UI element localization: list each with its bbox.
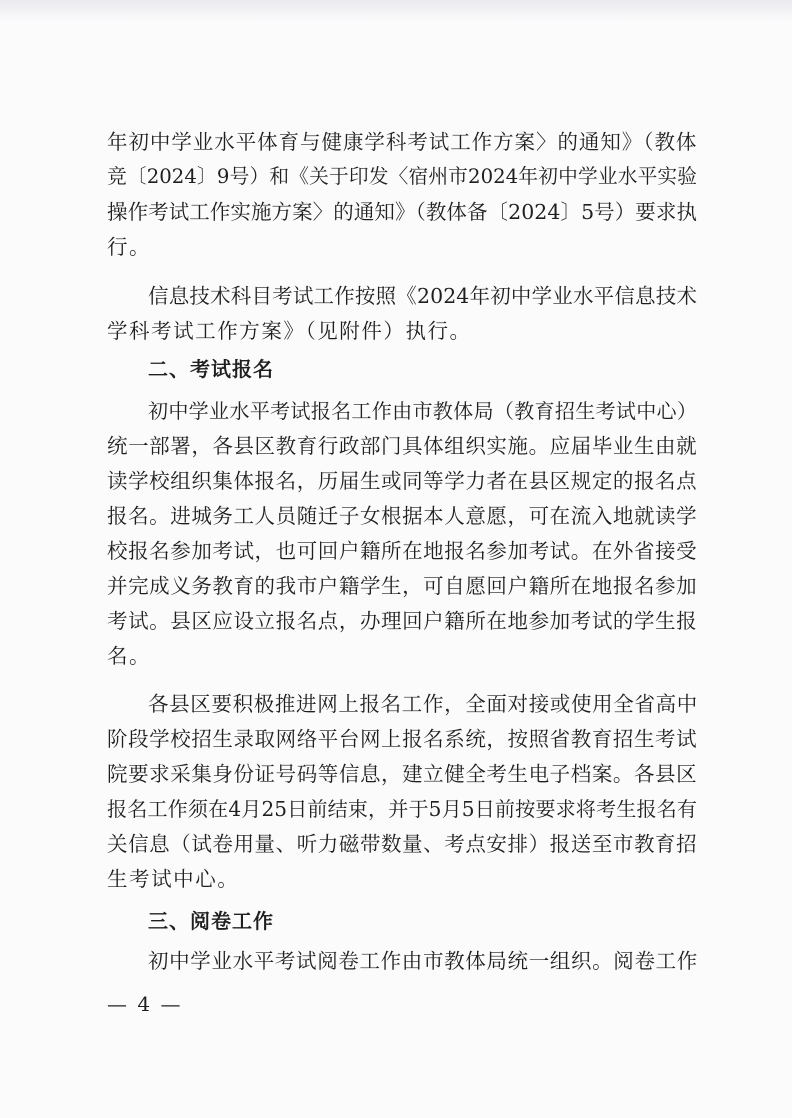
text-line: 竞〔2024〕9号）和《关于印发〈宿州市2024年初中学业水平实验: [107, 165, 697, 188]
text-line: 读学校组织集体报名，历届生或同等学力者在县区规定的报名点: [107, 469, 697, 493]
section-heading-registration: 二、考试报名: [148, 357, 274, 381]
text-line: 报名。进城务工人员随迁子女根据本人意愿，可在流入地就读学: [107, 504, 697, 528]
page-number: — 4 —: [107, 992, 183, 1016]
text-line: 阶段学校招生录取网络平台网上报名系统，按照省教育招生考试: [107, 727, 697, 751]
text-line: 操作考试工作实施方案〉的通知》（教体备〔2024〕5号）要求执: [107, 200, 697, 224]
text-line: 校报名参加考试，也可回户籍所在地报名参加考试。在外省接受: [107, 539, 697, 563]
text-line: 并完成义务教育的我市户籍学生，可自愿回户籍所在地报名参加: [107, 574, 697, 598]
text-line: 初中学业水平考试阅卷工作由市教体局统一组织。阅卷工作: [148, 949, 698, 973]
text-line: 考试。县区应设立报名点，办理回户籍所在地参加考试的学生报: [107, 609, 697, 633]
text-line: 行。: [107, 235, 152, 259]
text-line: 各县区要积极推进网上报名工作，全面对接或使用全省高中: [148, 692, 698, 716]
text-line: 报名工作须在4月25日前结束，并于5月5日前按要求将考生报名有: [107, 797, 697, 821]
text-line: 初中学业水平考试报名工作由市教体局（教育招生考试中心）: [148, 399, 697, 423]
text-line: 统一部署，各县区教育行政部门具体组织实施。应届毕业生由就: [107, 434, 697, 458]
text-line: 信息技术科目考试工作按照《2024年初中学业水平信息技术: [148, 284, 697, 308]
text-line: 关信息（试卷用量、听力磁带数量、考点安排）报送至市教育招: [107, 832, 697, 856]
text-line: 学科考试工作方案》（见附件）执行。: [107, 319, 472, 343]
text-line: 生考试中心。: [107, 867, 240, 891]
text-line: 名。: [107, 644, 152, 668]
text-line: 院要求采集身份证号码等信息，建立健全考生电子档案。各县区: [107, 762, 697, 786]
section-heading-marking: 三、阅卷工作: [148, 909, 274, 933]
text-line: 年初中学业水平体育与健康学科考试工作方案〉的通知》（教体: [107, 130, 698, 154]
